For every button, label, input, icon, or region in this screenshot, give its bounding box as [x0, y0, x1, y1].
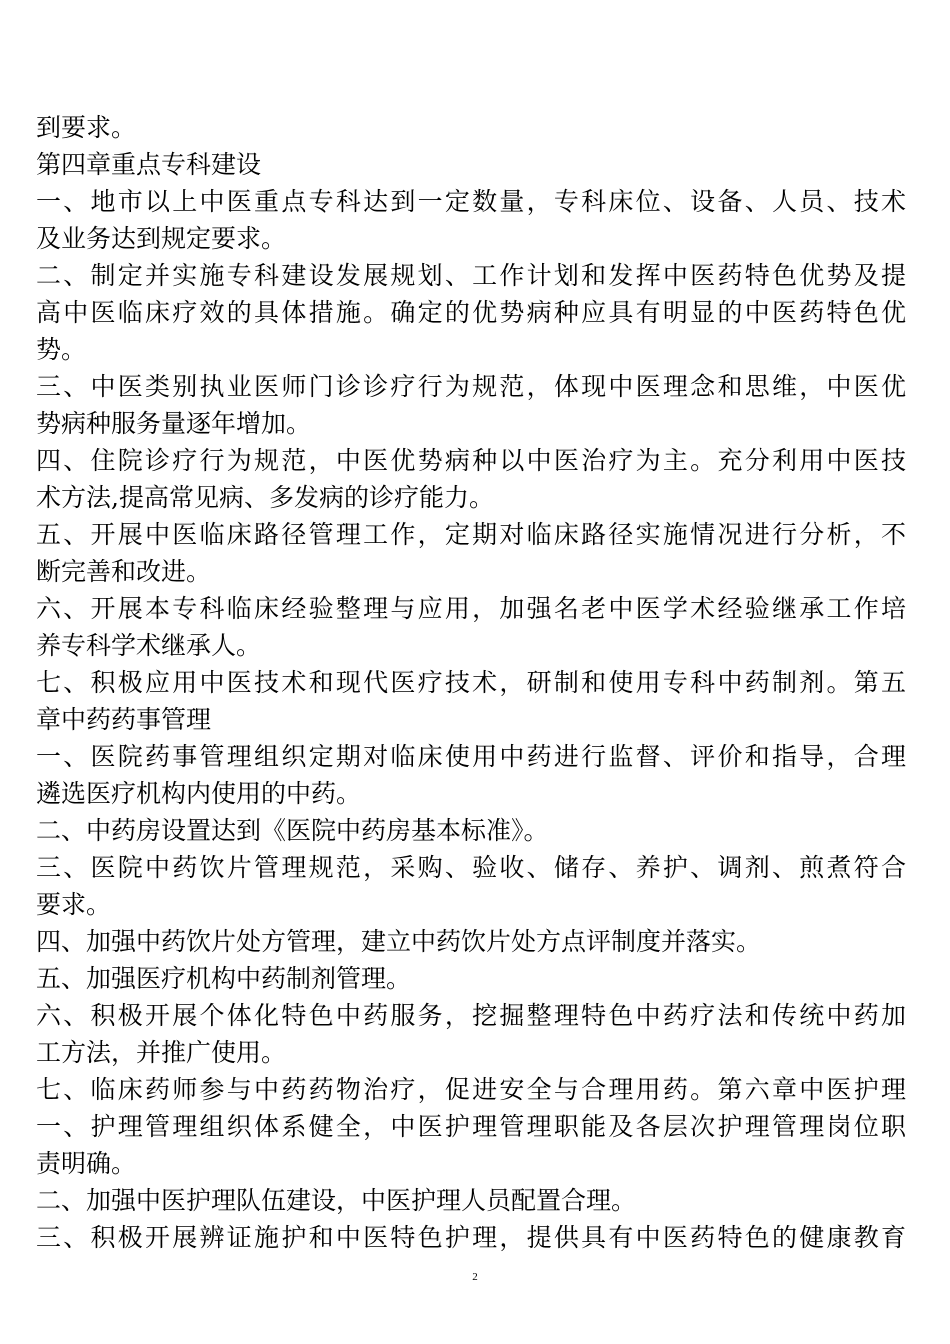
text-line: 遴选医疗机构内使用的中药。 — [36, 779, 362, 808]
text-line: 五、加强医疗机构中药制剂管理。 — [36, 964, 412, 993]
text-line: 三、中医类别执业医师门诊诊疗行为规范，体现中医理念和思维，中医优 — [36, 372, 906, 401]
text-line: 要求。 — [36, 890, 112, 919]
text-line: 责明确。 — [36, 1149, 137, 1178]
text-line: 养专科学术继承人。 — [36, 631, 262, 660]
chapter-heading: 章中药药事管理 — [36, 705, 212, 734]
text-line: 七、积极应用中医技术和现代医疗技术，研制和使用专科中药制剂。第五 — [36, 668, 906, 697]
text-line: 到要求。 — [36, 113, 137, 142]
text-line: 二、加强中医护理队伍建设，中医护理人员配置合理。 — [36, 1186, 637, 1215]
text-line: 势。 — [36, 335, 87, 364]
text-line: 三、医院中药饮片管理规范，采购、验收、储存、养护、调剂、煎煮符合 — [36, 853, 906, 882]
text-line: 四、住院诊疗行为规范，中医优势病种以中医治疗为主。充分利用中医技 — [36, 446, 906, 475]
text-line: 断完善和改进。 — [36, 557, 212, 586]
text-line: 及业务达到规定要求。 — [36, 224, 287, 253]
text-line: 高中医临床疗效的具体措施。确定的优势病种应具有明显的中医药特色优 — [36, 298, 906, 327]
text-line: 工方法，并推广使用。 — [36, 1038, 287, 1067]
chapter-heading: 第四章重点专科建设 — [36, 150, 262, 179]
document-body — [36, 109, 906, 1256]
text-line: 六、积极开展个体化特色中药服务，挖掘整理特色中药疗法和传统中药加 — [36, 1001, 906, 1030]
text-line: 七、临床药师参与中药药物治疗，促进安全与合理用药。第六章中医护理 — [36, 1075, 906, 1104]
text-line: 二、中药房设置达到《医院中药房基本标准》。 — [36, 816, 549, 845]
text-line: 术方法,提高常见病、多发病的诊疗能力。 — [36, 483, 494, 512]
text-line: 六、开展本专科临床经验整理与应用，加强名老中医学术经验继承工作培 — [36, 594, 906, 623]
text-line: 一、地市以上中医重点专科达到一定数量，专科床位、设备、人员、技术 — [36, 187, 906, 216]
text-line: 一、医院药事管理组织定期对临床使用中药进行监督、评价和指导，合理 — [36, 742, 906, 771]
text-line: 五、开展中医临床路径管理工作，定期对临床路径实施情况进行分析，不 — [36, 520, 906, 549]
text-line: 三、积极开展辨证施护和中医特色护理，提供具有中医药特色的健康教育 — [36, 1223, 906, 1252]
text-line: 四、加强中药饮片处方管理，建立中药饮片处方点评制度并落实。 — [36, 927, 762, 956]
text-line: 二、制定并实施专科建设发展规划、工作计划和发挥中医药特色优势及提 — [36, 261, 906, 290]
page-number: 2 — [472, 1271, 478, 1283]
text-line: 一、护理管理组织体系健全，中医护理管理职能及各层次护理管理岗位职 — [36, 1112, 906, 1141]
text-line: 势病种服务量逐年增加。 — [36, 409, 312, 438]
